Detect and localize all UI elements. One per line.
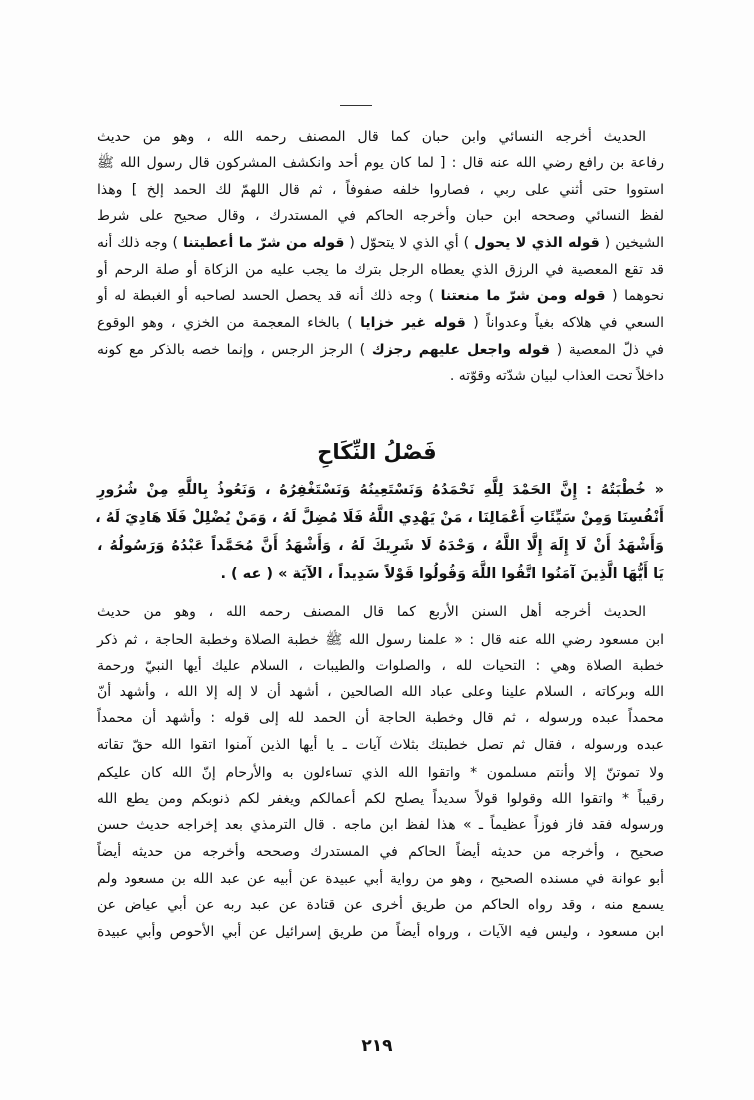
text-line <box>97 707 664 729</box>
text-line <box>97 894 664 916</box>
text-segment: داخلاً تحت العذاب لبيان شدّته وقوّته . <box>449 368 664 384</box>
text-segment: وَأَشْهَدُ أَنْ لَا إِلَهَ إِلَّا اللَّهُ ، وَحْدَهُ لَا شَرِيكَ لَهُ ، وَأَشْهَدُ أَنَّ مُحَمَّداً عَبْدُهُ وَرَسُولُهُ ، <box>97 538 664 554</box>
text-segment: « خُطْبَتُهُ : إِنَّ الحَمْدَ لِلَّهِ نَحْمَدُهُ وَنَسْتَعِينُهُ وَنَسْتَغْفِرُهُ ، وَنَعُوذُ بِاللَّهِ مِنْ شُرُورِ <box>97 482 664 498</box>
text-segment: السعي في هلاكه بغياً وعدواناً ( <box>465 315 664 331</box>
text-line <box>97 601 664 623</box>
text-line <box>97 734 664 756</box>
quoted-term: قوله غير خزايا <box>360 315 466 331</box>
text-segment: أبو عوانة في مسنده الصحيح ، وهو من رواية أبي عبيدة عن أبيه عن عبد الله بن مسعود ولم <box>97 871 664 887</box>
text-segment: ابن مسعود ، وليس فيه الآيات ، ورواه أيضاً من طريق إسرائيل عن أبي الأحوص وأبي عبيدة <box>97 924 664 940</box>
text-segment: الله وبركاته ، السلام علينا وعلى عباد الله الصالحين ، أشهد أن لا إله إلا الله ، وأشهد أنّ <box>97 684 664 700</box>
text-segment: ولا تموتنّ إلا وأنتم مسلمون * واتقوا الله الذي تساءلون به والأرحام إنّ الله كان عليكم <box>97 765 664 781</box>
text-line <box>97 312 664 334</box>
text-line <box>97 655 664 677</box>
text-segment: رقيباً * واتقوا الله وقولوا قولاً سديداً يصلح لكم أعمالكم ويغفر لكم ذنوبكم ومن يطع الله <box>97 791 664 807</box>
text-line <box>97 629 664 651</box>
text-line <box>97 205 664 227</box>
text-line <box>97 535 664 557</box>
text-line <box>97 179 664 201</box>
text-segment: ) وجه ذلك أنه قد يحصل الحسد لصاحبه أو الغبطة له أو <box>97 288 441 304</box>
text-line <box>97 232 664 254</box>
text-segment: يَا أَيُّهَا الَّذِينَ آمَنُوا اتَّقُوا اللَّهَ وَقُولُوا قَوْلاً سَدِيداً ، الآيَة » ( عه ) . <box>220 566 664 582</box>
text-segment: نحوهما ( <box>605 288 664 304</box>
text-segment: لفظ النسائي وصححه ابن حبان وأخرجه الحاكم في المستدرك ، وقال صحيح على شرط <box>97 208 664 224</box>
text-line <box>97 868 664 890</box>
text-line <box>97 841 664 863</box>
text-segment: يسمع منه ، وقد رواه الحاكم من طريق أخرى عن قتادة عن عبد ربه عن أبي عياض عن <box>97 897 664 913</box>
text-segment: ابن مسعود رضي الله عنه قال : « علمنا رسول الله ﷺ خطبة الصلاة وخطبة الحاجة ، ثم ذكر <box>97 632 664 648</box>
text-segment: في ذلّ المعصية ( <box>549 342 665 358</box>
text-segment: عبده ورسوله ، فقال ثم تصل خطبتك بثلاث آيات ـ يا أيها الذين آمنوا اتقوا الله حقّ تقاته <box>97 737 664 753</box>
text-segment: ورسوله فقد فاز فوزاً عظيماً ـ » هذا لفظ ابن ماجه . قال الترمذي بعد إخراجه حديث حسن <box>97 817 664 833</box>
text-segment: الحديث أخرجه أهل السنن الأربع كما قال المصنف رحمه الله ، وهو من حديث <box>97 604 646 620</box>
text-segment: قد تقع المعصية في الرزق الذي يعطاه الرجل بترك ما يجب عليه من الزكاة أو صلة الرحم أو <box>97 262 664 278</box>
text-segment: خطبة الصلاة وهي : التحيات لله ، والصلوات والطيبات ، السلام عليك أيها النبيّ ورحمة <box>97 658 664 674</box>
text-line <box>97 788 664 810</box>
text-line <box>97 285 664 307</box>
text-line <box>97 814 664 836</box>
quoted-term: قوله من شرّ ما أعطيتنا <box>182 235 345 251</box>
text-segment: ) الرجز الرجس ، وإنما خصه بالذكر مع كونه <box>97 342 372 358</box>
text-segment: الحديث أخرجه النسائي وابن حبان كما قال المصنف رحمه الله ، وهو من حديث <box>97 129 646 145</box>
text-segment: محمداً عبده ورسوله ، ثم قال وخطبة الحاجة أن الحمد لله إلى قوله : وأشهد أن محمداً <box>97 710 664 726</box>
text-line <box>97 762 664 784</box>
text-segment: رفاعة بن رافع رضي الله عنه قال : [ لما كان يوم أحد وانكشف المشركون قال رسول الله ﷺ <box>97 155 664 171</box>
page-number: ٢١٩ <box>361 1036 393 1056</box>
text-segment: الشيخين ( <box>599 235 665 251</box>
text-line <box>97 563 664 585</box>
text-line <box>97 259 664 281</box>
quoted-term: قوله الذي لا يحول <box>474 235 600 251</box>
quoted-term: قوله ومن شرّ ما منعتنا <box>440 288 606 304</box>
text-line <box>97 126 664 148</box>
text-line <box>97 921 664 943</box>
text-line <box>97 339 664 361</box>
text-line <box>97 152 664 174</box>
text-segment: ) بالخاء المعجمة من الخزي ، وهو الوقوع <box>97 315 361 331</box>
text-line <box>97 681 664 703</box>
section-heading: فَصْلُ النِّكَاحِ <box>317 440 437 464</box>
text-line <box>97 507 664 529</box>
text-segment: ) وجه ذلك أنه <box>97 235 183 251</box>
text-segment: أَنْفُسِنَا وَمِنْ سَيِّئَاتِ أَعْمَالِنَا ، مَنْ يَهْدِي اللَّهُ فَلَا مُضِلَّ لَهُ ، وَمَنْ يُضْلِلْ فَلَا هَادِيَ لَهُ ، <box>95 510 664 526</box>
quoted-term: قوله واجعل عليهم رجزك <box>371 342 550 358</box>
text-line <box>97 479 664 501</box>
text-segment: صحيح ، وأخرجه من حديثه أيضاً الحاكم في المستدرك وصححه وأخرجه من حديثه أيضاً <box>97 844 664 860</box>
text-line <box>97 365 664 387</box>
header-rule <box>340 105 372 106</box>
text-segment: ) أي الذي لا يتحوّل ( <box>344 235 475 251</box>
text-segment: استووا حتى أثني على ربي ، فصاروا خلفه صفوفاً ، ثم قال اللهمّ لك الحمد إلخ ] وهذا <box>97 182 664 198</box>
